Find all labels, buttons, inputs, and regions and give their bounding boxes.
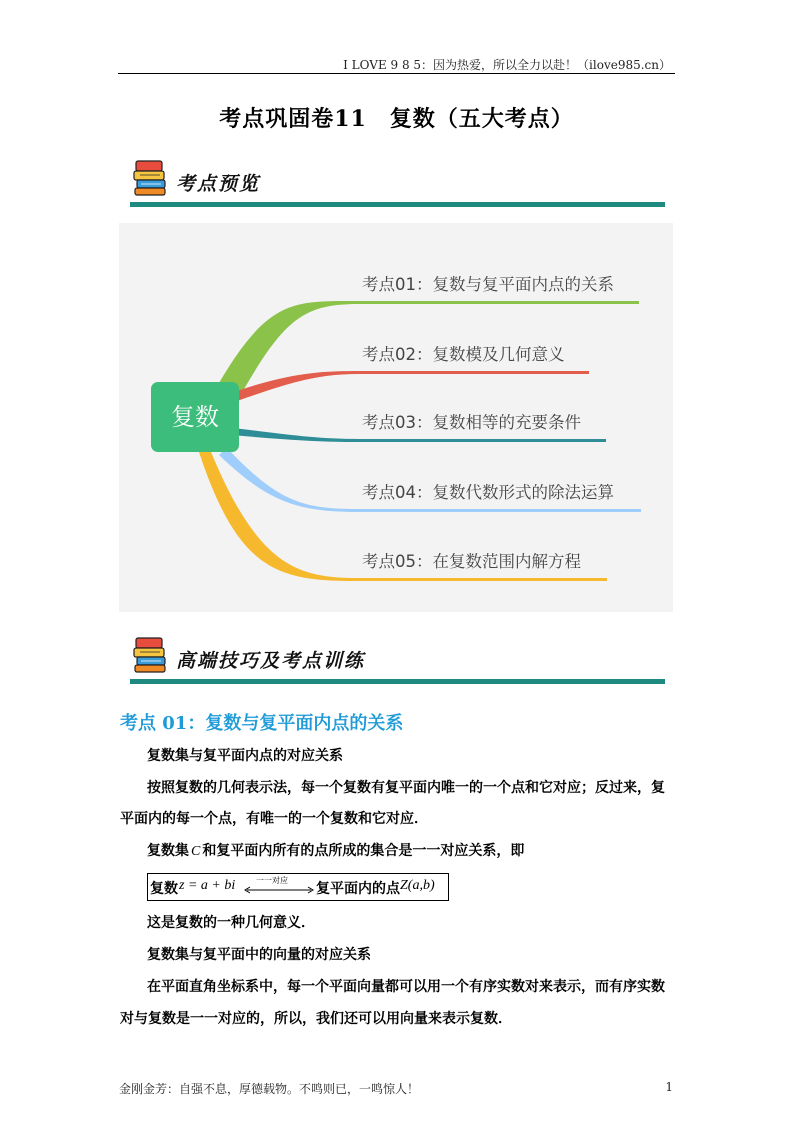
mindmap: [119, 223, 673, 612]
branch-2-curve: [231, 371, 589, 401]
section-banner-preview: [130, 157, 665, 207]
paragraph-line: 在平面直角坐标系中，每一个平面向量都可以用一个有序实数对来表示，而有序实数: [147, 979, 665, 995]
text-segment: 和复平面内所有的点所成的集合是一一对应关系，即: [202, 843, 525, 859]
books-icon: [132, 159, 172, 197]
mindmap-branch-3: 考点03：复数相等的充要条件: [362, 413, 581, 432]
mindmap-branch-1: 考点01：复数与复平面内点的关系: [362, 275, 614, 294]
double-arrow-icon: [244, 886, 314, 894]
paragraph-geometric-meaning: 这是复数的一种几何意义．: [147, 915, 315, 931]
banner-bar: [130, 679, 665, 684]
formula-left-label: 复数: [150, 881, 178, 897]
section-title: 考点 01：复数与复平面内点的关系: [120, 713, 404, 734]
mindmap-center: 复数: [151, 382, 239, 452]
banner-bar: [130, 202, 665, 207]
paragraph-line: 按照复数的几何表示法，每一个复数有复平面内唯一的一个点和它对应；反过来，复: [147, 780, 665, 796]
math-var-C: C: [191, 844, 201, 859]
subheading-vector-correspondence: 复数集与复平面中的向量的对应关系: [147, 947, 371, 963]
paragraph-complex-set: [147, 842, 524, 861]
paragraph-line: 平面内的每一个点，有唯一的一个复数和它对应．: [120, 811, 428, 827]
mindmap-branch-2: 考点02：复数模及几何意义: [362, 345, 565, 364]
formula-right-expr: Z(a,b): [400, 878, 435, 893]
document-title: 考点巩固卷11 复数（五大考点）: [219, 106, 574, 132]
banner-label: 高端技巧及考点训练: [176, 650, 366, 672]
formula-arrow-label: 一一对应: [256, 876, 288, 885]
formula-left-expr: z = a + bi: [179, 878, 236, 893]
footer-motto: 金刚金芳：自强不息，厚德载物。不鸣则已，一鸣惊人！: [119, 1082, 420, 1096]
page-number: 1: [665, 1080, 673, 1094]
formula-box: [147, 873, 449, 901]
page-header: I LOVE 9 8 5：因为热爱，所以全力以赴！（ilove985.cn）: [343, 58, 671, 72]
subheading-point-correspondence: 复数集与复平面内点的对应关系: [147, 748, 343, 764]
banner-label: 考点预览: [176, 173, 261, 195]
header-rule: [118, 73, 675, 74]
formula-right-label: 复平面内的点: [316, 881, 400, 897]
books-icon: [132, 636, 172, 674]
mindmap-branch-4: 考点04：复数代数形式的除法运算: [362, 483, 614, 502]
text-segment: 复数集: [147, 843, 189, 859]
mindmap-branch-5: 考点05：在复数范围内解方程: [362, 552, 581, 571]
paragraph-line: 对与复数是一一对应的，所以，我们还可以用向量来表示复数．: [120, 1011, 512, 1027]
section-banner-training: [130, 634, 665, 684]
